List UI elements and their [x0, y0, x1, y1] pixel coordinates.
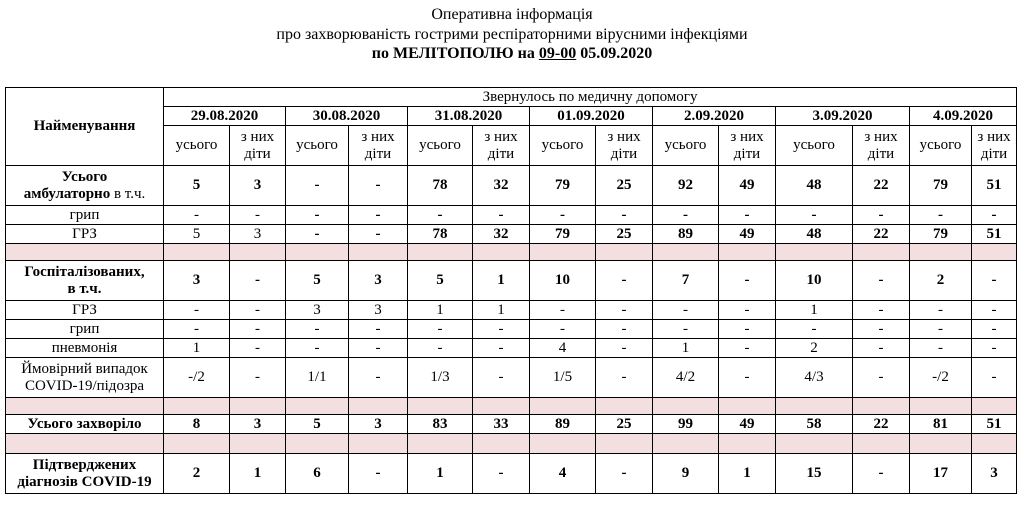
table-cell: 79	[910, 166, 972, 206]
date-header: 30.08.2020	[286, 107, 408, 126]
table-cell: -	[349, 358, 408, 398]
subheader-children-line1: з них	[864, 128, 898, 145]
separator-cell	[286, 434, 349, 454]
table-cell: 1/3	[408, 358, 473, 398]
subheader-total: усього	[910, 126, 972, 166]
report-date: 05.09.2020	[576, 45, 653, 62]
subheader-children-line2: діти	[364, 145, 392, 162]
table-cell: 5	[164, 166, 230, 206]
date-header: 2.09.2020	[653, 107, 776, 126]
table-cell: 4/2	[653, 358, 719, 398]
date-header: 29.08.2020	[164, 107, 286, 126]
table-cell: -	[776, 320, 853, 339]
table-cell: 32	[473, 166, 530, 206]
separator-cell	[530, 244, 596, 261]
table-cell: -	[530, 320, 596, 339]
row-label	[6, 206, 164, 225]
subheader-children-line1: з них	[607, 128, 641, 145]
subheader-children	[972, 126, 1017, 166]
separator-cell	[853, 244, 910, 261]
row-label-line1: Усього	[61, 168, 108, 185]
table-cell: 1	[719, 454, 776, 494]
table-cell: -	[653, 320, 719, 339]
table-cell: 3	[349, 415, 408, 434]
table-cell: 79	[910, 225, 972, 244]
subheader-total: усього	[653, 126, 719, 166]
table-cell: 2	[776, 339, 853, 358]
table-cell: 1	[408, 301, 473, 320]
table-cell: -	[349, 339, 408, 358]
morbidity-table	[5, 87, 1017, 494]
table-row	[6, 166, 1017, 206]
table-cell: -	[230, 261, 286, 301]
table-cell: 49	[719, 415, 776, 434]
table-cell: 51	[972, 415, 1017, 434]
subheader-children-line1: з них	[361, 128, 395, 145]
separator-cell	[853, 434, 910, 454]
table-cell: -	[719, 206, 776, 225]
table-cell: -	[164, 320, 230, 339]
table-cell: -	[719, 301, 776, 320]
table-cell: 3	[230, 415, 286, 434]
subheader-children-line2: діти	[610, 145, 638, 162]
table-cell: -	[164, 206, 230, 225]
table-cell: -	[972, 320, 1017, 339]
row-label	[6, 415, 164, 434]
separator-row	[6, 434, 1017, 454]
table-cell: 15	[776, 454, 853, 494]
table-cell: -	[972, 301, 1017, 320]
table-cell: 49	[719, 166, 776, 206]
table-cell: -	[596, 358, 653, 398]
table-cell: 3	[972, 454, 1017, 494]
separator-cell	[408, 434, 473, 454]
separator-cell	[6, 434, 164, 454]
table-cell: 48	[776, 166, 853, 206]
row-label-line2: амбулаторно	[23, 185, 111, 202]
row-label-line1: Ймовірний випадок	[21, 360, 148, 377]
table-cell: -	[853, 206, 910, 225]
table-cell: -	[349, 320, 408, 339]
table-cell: 8	[164, 415, 230, 434]
table-cell: 1	[408, 454, 473, 494]
table-cell: -	[719, 261, 776, 301]
table-cell: 17	[910, 454, 972, 494]
table-cell: 32	[473, 225, 530, 244]
separator-cell	[164, 434, 230, 454]
row-label	[6, 339, 164, 358]
table-cell: 5	[164, 225, 230, 244]
table-cell: -	[972, 358, 1017, 398]
table-cell: -	[972, 261, 1017, 301]
subheader-children-line2: діти	[980, 145, 1008, 162]
table-cell: -	[286, 339, 349, 358]
table-cell: -	[286, 225, 349, 244]
separator-row	[6, 398, 1017, 415]
table-row	[6, 415, 1017, 434]
table-row	[6, 301, 1017, 320]
table-cell: -	[349, 225, 408, 244]
table-cell: 78	[408, 225, 473, 244]
table-cell: 78	[408, 166, 473, 206]
subheader-children	[230, 126, 286, 166]
table-cell: -	[349, 166, 408, 206]
subheader-children	[349, 126, 408, 166]
subheader-children-line2: діти	[867, 145, 895, 162]
separator-cell	[408, 398, 473, 415]
table-cell: -	[230, 339, 286, 358]
separator-cell	[6, 244, 164, 261]
row-label	[6, 225, 164, 244]
date-header: 01.09.2020	[530, 107, 653, 126]
subheader-children-line1: з них	[730, 128, 764, 145]
location-prefix: по МЕЛІТОПОЛЮ на	[371, 45, 539, 62]
table-cell: -	[596, 320, 653, 339]
separator-cell	[719, 398, 776, 415]
table-cell: -	[530, 301, 596, 320]
table-cell: 10	[776, 261, 853, 301]
table-cell: 22	[853, 415, 910, 434]
subheader-children-line2: діти	[733, 145, 761, 162]
table-cell: -	[596, 206, 653, 225]
table-cell: 51	[972, 166, 1017, 206]
table-cell: 33	[473, 415, 530, 434]
separator-cell	[286, 244, 349, 261]
name-column-header: Найменування	[6, 88, 164, 166]
table-cell: 4	[530, 339, 596, 358]
row-label-line1: Підтверджених	[32, 456, 137, 473]
report-title: Оперативна інформація	[431, 6, 593, 23]
table-cell: 3	[230, 225, 286, 244]
table-cell: -	[408, 339, 473, 358]
separator-cell	[972, 244, 1017, 261]
row-label-line1: пневмонія	[51, 339, 118, 356]
table-cell: -	[349, 454, 408, 494]
separator-cell	[473, 244, 530, 261]
table-cell: 25	[596, 166, 653, 206]
date-header: 3.09.2020	[776, 107, 910, 126]
subheader-children-line1: з них	[977, 128, 1011, 145]
separator-cell	[349, 244, 408, 261]
table-cell: -	[853, 261, 910, 301]
table-cell: -	[164, 301, 230, 320]
table-cell: 5	[286, 415, 349, 434]
table-cell: 79	[530, 225, 596, 244]
table-cell: 2	[164, 454, 230, 494]
separator-row	[6, 244, 1017, 261]
table-cell: 3	[349, 301, 408, 320]
table-cell: -	[596, 339, 653, 358]
separator-cell	[286, 398, 349, 415]
table-cell: -	[473, 358, 530, 398]
table-cell: 1	[653, 339, 719, 358]
table-cell: 79	[530, 166, 596, 206]
separator-cell	[530, 398, 596, 415]
table-cell: 3	[164, 261, 230, 301]
table-cell: -	[230, 320, 286, 339]
subheader-total: усього	[530, 126, 596, 166]
separator-cell	[349, 434, 408, 454]
date-header: 31.08.2020	[408, 107, 530, 126]
table-cell: 99	[653, 415, 719, 434]
table-cell: -	[473, 339, 530, 358]
table-cell: 1	[164, 339, 230, 358]
row-label-line2: COVID-19/підозра	[24, 377, 145, 394]
table-cell: 1	[230, 454, 286, 494]
table-cell: 92	[653, 166, 719, 206]
subheader-children-line2: діти	[244, 145, 271, 162]
separator-cell	[230, 244, 286, 261]
table-cell: -	[910, 339, 972, 358]
separator-cell	[164, 244, 230, 261]
table-cell: 89	[653, 225, 719, 244]
table-cell: -	[972, 339, 1017, 358]
row-label-suffix: в т.ч.	[110, 185, 146, 202]
table-cell: 9	[653, 454, 719, 494]
row-label-line2: в т.ч.	[67, 280, 102, 297]
table-cell: -	[719, 358, 776, 398]
separator-cell	[164, 398, 230, 415]
table-cell: 4/3	[776, 358, 853, 398]
table-cell: -/2	[164, 358, 230, 398]
table-cell: 22	[853, 225, 910, 244]
table-row	[6, 358, 1017, 398]
table-cell: 89	[530, 415, 596, 434]
subheader-total: усього	[408, 126, 473, 166]
table-cell: 1/1	[286, 358, 349, 398]
table-cell: 7	[653, 261, 719, 301]
table-row	[6, 339, 1017, 358]
table-cell: 81	[910, 415, 972, 434]
separator-cell	[596, 398, 653, 415]
table-cell: 2	[910, 261, 972, 301]
separator-cell	[473, 398, 530, 415]
table-cell: -	[853, 358, 910, 398]
subheader-children	[853, 126, 910, 166]
table-cell: 58	[776, 415, 853, 434]
table-cell: -	[653, 301, 719, 320]
separator-cell	[408, 244, 473, 261]
separator-cell	[776, 398, 853, 415]
subheader-children-line2: діти	[487, 145, 515, 162]
subheader-children-line1: з них	[240, 128, 275, 145]
row-label	[6, 358, 164, 398]
row-label-line1: грип	[69, 320, 100, 337]
separator-cell	[653, 434, 719, 454]
table-cell: -	[853, 339, 910, 358]
table-cell: -	[653, 206, 719, 225]
separator-cell	[719, 434, 776, 454]
row-label-line1: Госпіталізованих,	[24, 263, 145, 280]
separator-cell	[972, 398, 1017, 415]
table-cell: -	[286, 206, 349, 225]
table-row	[6, 206, 1017, 225]
separator-cell	[910, 398, 972, 415]
table-cell: 1	[473, 261, 530, 301]
table-cell: -	[596, 301, 653, 320]
table-cell: 3	[230, 166, 286, 206]
row-label	[6, 454, 164, 494]
row-label-line1: грип	[69, 206, 100, 223]
row-label	[6, 166, 164, 206]
table-cell: 4	[530, 454, 596, 494]
table-cell: -	[473, 454, 530, 494]
table-row	[6, 225, 1017, 244]
separator-cell	[910, 434, 972, 454]
table-cell: -	[408, 206, 473, 225]
row-label	[6, 301, 164, 320]
report-location-date	[0, 44, 1024, 63]
table-cell: -	[910, 301, 972, 320]
table-cell: 25	[596, 225, 653, 244]
table-cell: 5	[286, 261, 349, 301]
table-cell: -	[408, 320, 473, 339]
table-cell: -	[853, 301, 910, 320]
row-label	[6, 320, 164, 339]
table-cell: -	[719, 320, 776, 339]
table-cell: -	[853, 320, 910, 339]
separator-cell	[653, 244, 719, 261]
table-row	[6, 261, 1017, 301]
table-cell: 1/5	[530, 358, 596, 398]
separator-cell	[972, 434, 1017, 454]
row-label-line2: діагнозів COVID-19	[17, 473, 152, 490]
table-cell: 10	[530, 261, 596, 301]
table-cell: -	[719, 339, 776, 358]
row-label	[6, 261, 164, 301]
table-cell: 49	[719, 225, 776, 244]
separator-cell	[853, 398, 910, 415]
separator-cell	[719, 244, 776, 261]
separator-cell	[530, 434, 596, 454]
date-header: 4.09.2020	[910, 107, 1017, 126]
table-cell: -	[230, 358, 286, 398]
table-cell: -	[910, 206, 972, 225]
separator-cell	[349, 398, 408, 415]
table-cell: -	[286, 320, 349, 339]
table-cell: -	[286, 166, 349, 206]
report-subtitle: про захворюваність гострими респіраторними вірусними інфекціями	[276, 26, 748, 43]
subheader-total: усього	[164, 126, 230, 166]
table-row	[6, 454, 1017, 494]
table-cell: -	[473, 320, 530, 339]
separator-cell	[6, 398, 164, 415]
subheader-total: усього	[286, 126, 349, 166]
row-label-line1: Усього захворіло	[27, 415, 142, 432]
table-cell: -	[596, 261, 653, 301]
separator-cell	[596, 434, 653, 454]
table-cell: 48	[776, 225, 853, 244]
separator-cell	[596, 244, 653, 261]
table-cell: 5	[408, 261, 473, 301]
table-cell: -	[230, 206, 286, 225]
subheader-children	[719, 126, 776, 166]
separator-cell	[910, 244, 972, 261]
table-cell: -	[972, 206, 1017, 225]
separator-cell	[473, 434, 530, 454]
table-cell: 51	[972, 225, 1017, 244]
table-cell: 6	[286, 454, 349, 494]
table-cell: -	[776, 206, 853, 225]
row-label-line1: ГРЗ	[72, 225, 97, 242]
table-cell: 25	[596, 415, 653, 434]
table-cell: -	[530, 206, 596, 225]
separator-cell	[230, 398, 286, 415]
subheader-children	[596, 126, 653, 166]
separator-cell	[776, 434, 853, 454]
table-cell: 1	[776, 301, 853, 320]
group-header: Звернулось по медичну допомогу	[164, 88, 1017, 107]
table-cell: 1	[473, 301, 530, 320]
table-cell: 3	[349, 261, 408, 301]
subheader-total: усього	[776, 126, 853, 166]
table-cell: -	[596, 454, 653, 494]
table-cell: 3	[286, 301, 349, 320]
subheader-children	[473, 126, 530, 166]
table-cell: -	[230, 301, 286, 320]
table-cell: -	[910, 320, 972, 339]
separator-cell	[776, 244, 853, 261]
subheader-children-line1: з них	[484, 128, 518, 145]
separator-cell	[653, 398, 719, 415]
table-cell: -	[349, 206, 408, 225]
row-label-line1: ГРЗ	[72, 301, 97, 318]
table-cell: -	[853, 454, 910, 494]
table-cell: 83	[408, 415, 473, 434]
table-cell: -/2	[910, 358, 972, 398]
table-row	[6, 320, 1017, 339]
report-time: 09-00	[538, 45, 577, 62]
separator-cell	[230, 434, 286, 454]
table-cell: -	[473, 206, 530, 225]
table-cell: 22	[853, 166, 910, 206]
